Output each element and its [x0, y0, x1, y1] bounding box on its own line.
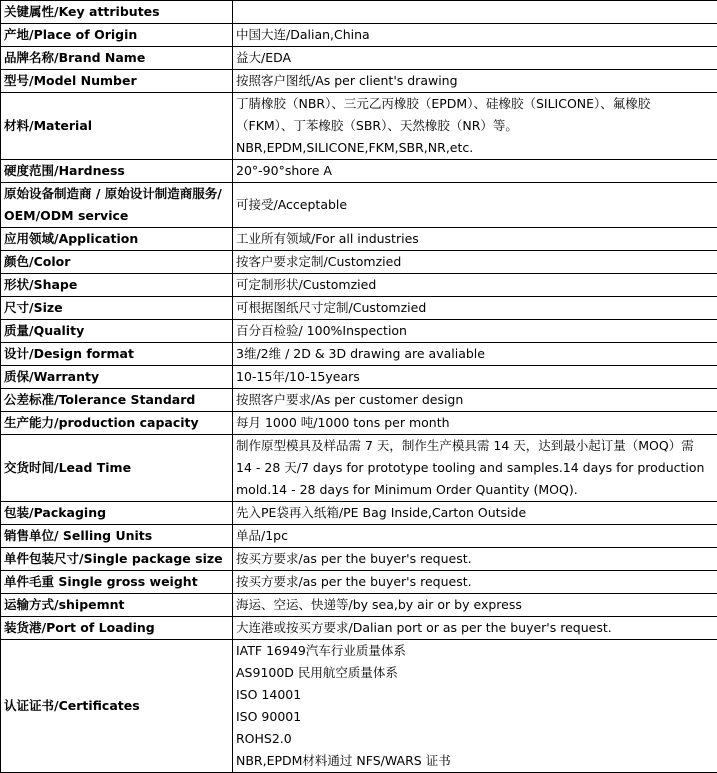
- row-quality: [1, 320, 717, 343]
- attribute-label: 应用领域/Application: [1, 228, 233, 251]
- attribute-label: 品牌名称/Brand Name: [1, 47, 233, 70]
- attribute-label: 公差标准/Tolerance Standard: [1, 389, 233, 412]
- attribute-value: 可定制形状/Customzied: [233, 274, 717, 297]
- attribute-label: 销售单位/ Selling Units: [1, 525, 233, 548]
- value-line: 丁腈橡胶（NBR）、三元乙丙橡胶（EPDM）、硅橡胶（SILICONE）、氟橡胶: [236, 93, 714, 115]
- attribute-value: 可根据图纸尺寸定制/Customzied: [233, 297, 717, 320]
- attribute-value: 先入PE袋再入纸箱/PE Bag Inside,Carton Outside: [233, 502, 717, 525]
- attribute-value: [233, 640, 717, 773]
- attribute-label: 硬度范围/Hardness: [1, 160, 233, 183]
- row-warranty: [1, 366, 717, 389]
- attribute-value: 可接受/Acceptable: [233, 183, 717, 228]
- certificate-line: AS9100D 民用航空质量体系: [236, 662, 714, 684]
- attribute-value: 按买方要求/as per the buyer's request.: [233, 548, 717, 571]
- value-line: NBR,EPDM,SILICONE,FKM,SBR,NR,etc.: [236, 137, 714, 159]
- row-production-capacity: [1, 412, 717, 435]
- row-packaging: [1, 502, 717, 525]
- row-oem-odm: [1, 183, 717, 228]
- attribute-value: 按照客户要求/As per customer design: [233, 389, 717, 412]
- attribute-value: 按买方要求/as per the buyer's request.: [233, 571, 717, 594]
- row-hardness: [1, 160, 717, 183]
- row-shape: [1, 274, 717, 297]
- attribute-value: 20°-90°shore A: [233, 160, 717, 183]
- value-line: 14 - 28 天/7 days for prototype tooling and samples.14 days for production: [236, 457, 714, 479]
- attribute-value: 中国大连/Dalian,China: [233, 24, 717, 47]
- row-brand-name: [1, 47, 717, 70]
- certificate-line: ISO 14001: [236, 684, 714, 706]
- row-single-gross-weight: [1, 571, 717, 594]
- attribute-label: 单件毛重 Single gross weight: [1, 571, 233, 594]
- certificate-line: ISO 90001: [236, 706, 714, 728]
- attribute-value: [233, 435, 717, 502]
- label-line: 原始设备制造商 / 原始设计制造商服务/: [4, 183, 229, 205]
- attribute-label: 质量/Quality: [1, 320, 233, 343]
- row-shipment: [1, 594, 717, 617]
- attribute-value: 按照客户图纸/As per client's drawing: [233, 70, 717, 93]
- attribute-label: 形状/Shape: [1, 274, 233, 297]
- label-line: OEM/ODM service: [4, 205, 229, 227]
- row-tolerance-standard: [1, 389, 717, 412]
- row-size: [1, 297, 717, 320]
- table-header-row: [1, 1, 717, 24]
- row-port-of-loading: [1, 617, 717, 640]
- attribute-label: 质保/Warranty: [1, 366, 233, 389]
- certificate-line: IATF 16949汽车行业质量体系: [236, 640, 714, 662]
- header-value: [233, 1, 717, 24]
- row-color: [1, 251, 717, 274]
- header-label: 关键属性/Key attributes: [1, 1, 233, 24]
- row-design-format: [1, 343, 717, 366]
- row-model-number: [1, 70, 717, 93]
- row-lead-time: [1, 435, 717, 502]
- row-single-package-size: [1, 548, 717, 571]
- certificate-line: ROHS2.0: [236, 728, 714, 750]
- attribute-value: 按客户要求定制/Customzied: [233, 251, 717, 274]
- attribute-value: 10-15年/10-15years: [233, 366, 717, 389]
- value-line: （FKM）、丁苯橡胶（SBR）、天然橡胶（NR）等。: [236, 115, 714, 137]
- row-certificates: [1, 640, 717, 773]
- attribute-label: 颜色/Color: [1, 251, 233, 274]
- attribute-label: 产地/Place of Origin: [1, 24, 233, 47]
- attribute-label: 认证证书/Certificates: [1, 640, 233, 773]
- value-line: 制作原型模具及样品需 7 天，制作生产模具需 14 天，达到最小起订量（MOQ）需: [236, 435, 714, 457]
- attribute-label: 单件包装尺寸/Single package size: [1, 548, 233, 571]
- value-line: mold.14 - 28 days for Minimum Order Quantity (MOQ).: [236, 479, 714, 501]
- attribute-value: 益大/EDA: [233, 47, 717, 70]
- attribute-label: 包装/Packaging: [1, 502, 233, 525]
- attribute-label: 装货港/Port of Loading: [1, 617, 233, 640]
- attribute-label: 型号/Model Number: [1, 70, 233, 93]
- attribute-value: 每月 1000 吨/1000 tons per month: [233, 412, 717, 435]
- attribute-value: 单品/1pc: [233, 525, 717, 548]
- row-material: [1, 93, 717, 160]
- attribute-value: 海运、空运、快递等/by sea,by air or by express: [233, 594, 717, 617]
- attribute-label: 材料/Material: [1, 93, 233, 160]
- attribute-label: 运输方式/shipemnt: [1, 594, 233, 617]
- attribute-value: [233, 93, 717, 160]
- attribute-label: [1, 183, 233, 228]
- row-application: [1, 228, 717, 251]
- attribute-label: 尺寸/Size: [1, 297, 233, 320]
- attribute-value: 3维/2维 / 2D & 3D drawing are avaliable: [233, 343, 717, 366]
- attribute-label: 设计/Design format: [1, 343, 233, 366]
- certificate-line: NBR,EPDM材料通过 NFS/WARS 证书: [236, 750, 714, 772]
- attribute-value: 百分百检验/ 100%Inspection: [233, 320, 717, 343]
- attribute-value: 工业所有领域/For all industries: [233, 228, 717, 251]
- row-selling-units: [1, 525, 717, 548]
- attribute-value: 大连港或按买方要求/Dalian port or as per the buyer's request.: [233, 617, 717, 640]
- row-place-of-origin: [1, 24, 717, 47]
- attribute-label: 生产能力/production capacity: [1, 412, 233, 435]
- attribute-label: 交货时间/Lead Time: [1, 435, 233, 502]
